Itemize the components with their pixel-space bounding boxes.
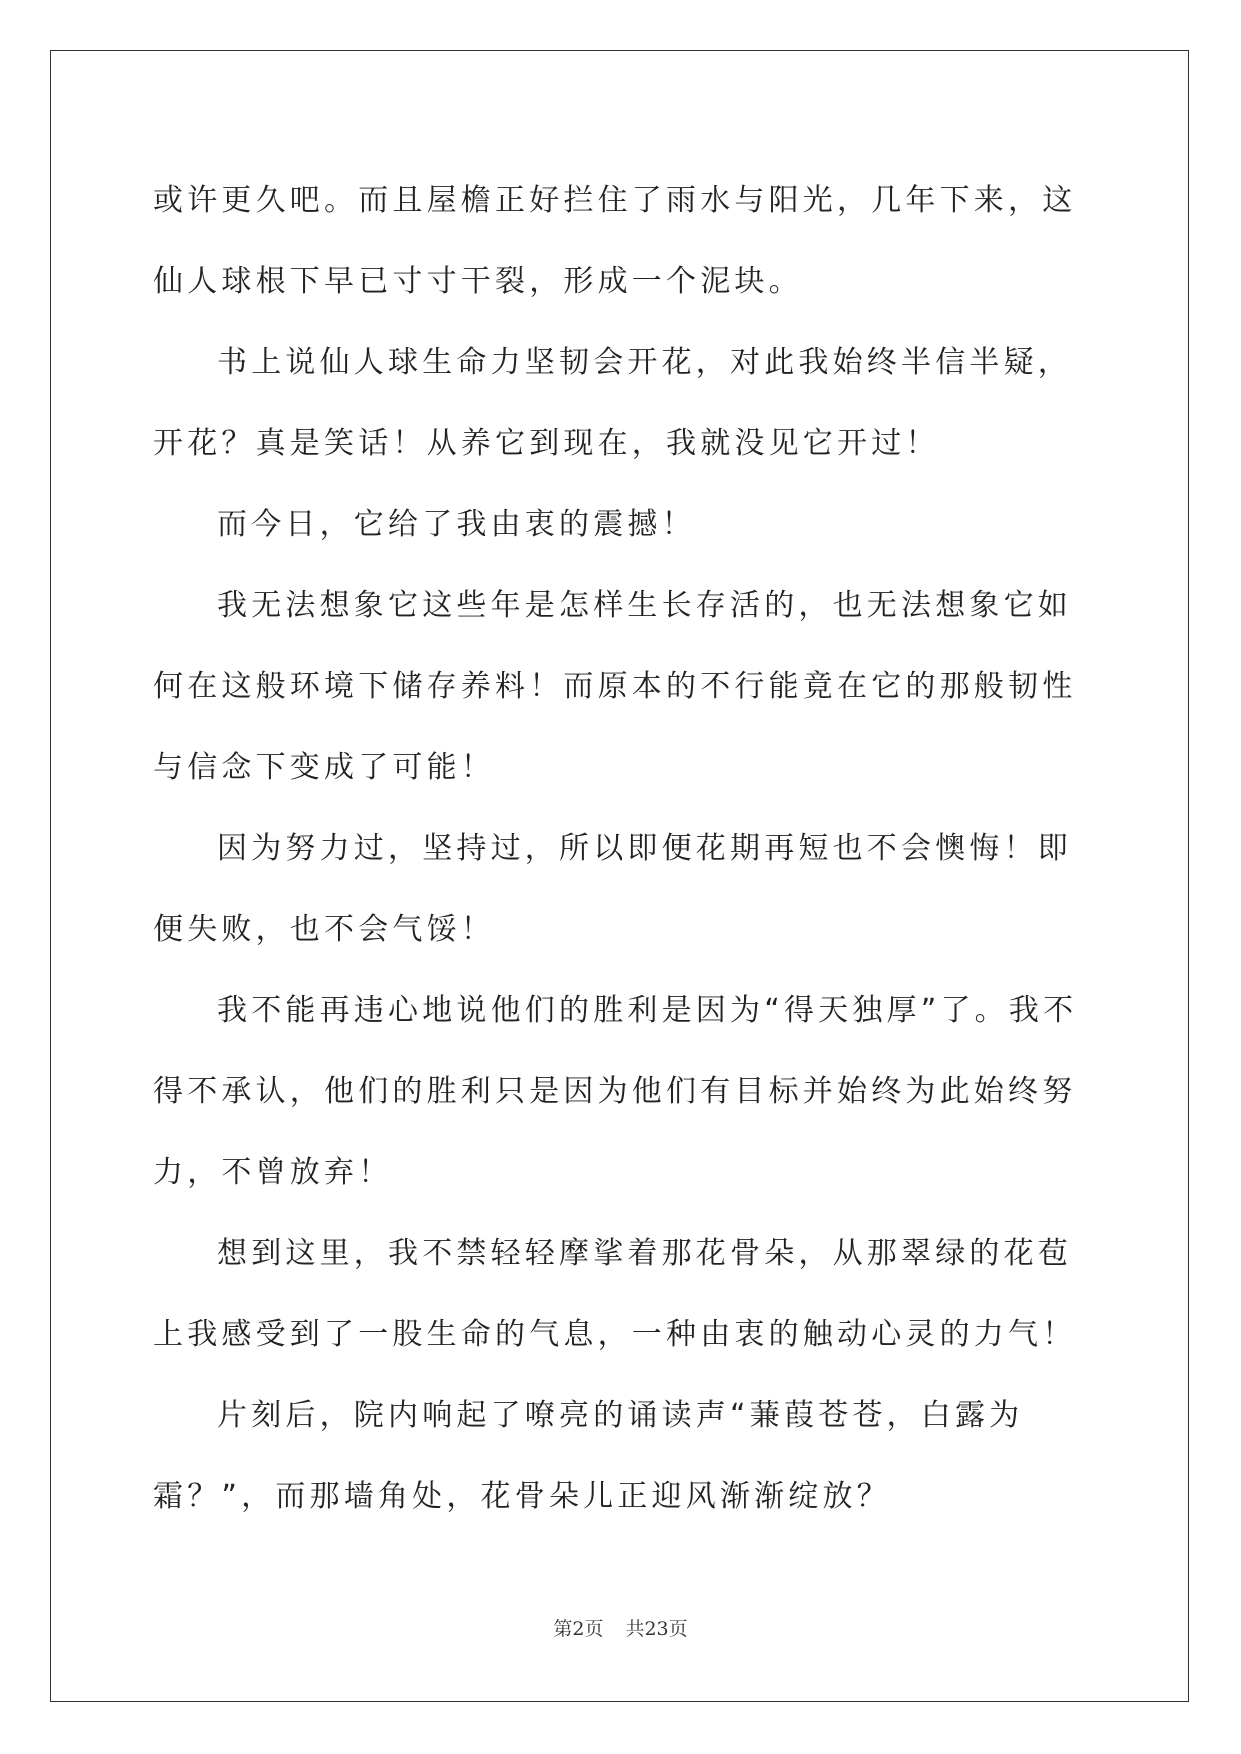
paragraph-6: 我不能再违心地说他们的胜利是因为“得天独厚”了。我不得不承认，他们的胜利只是因为他们有目标并始终为此始终努力，不曾放弃！ [153,993,1078,1190]
page-number: 第2页 [553,1618,604,1640]
paragraph-5: 因为努力过，坚持过，所以即便花期再短也不会懊悔！即便失败，也不会气馁！ [153,831,1072,947]
paragraph-8: 片刻后，院内响起了嘹亮的诵读声“蒹葭苍苍，白露为霜？”，而那墙角处，花骨朵儿正迎风渐渐绽放？ [153,1398,1024,1514]
paragraph-2: 书上说仙人球生命力坚韧会开花，对此我始终半信半疑，开花？真是笑话！从养它到现在，我就没见它开过！ [153,345,1072,461]
document-body [153,160,1093,1537]
page-total: 共23页 [625,1618,688,1640]
paragraph-4: 我无法想象它这些年是怎样生长存活的，也无法想象它如何在这般环境下储存养料！而原本的不行能竟在它的那般韧性与信念下变成了可能！ [153,588,1077,785]
page-footer [0,1614,1241,1641]
paragraph-3: 而今日，它给了我由衷的震撼！ [217,507,696,542]
paragraph-1: 或许更久吧。而且屋檐正好拦住了雨水与阳光，几年下来，这仙人球根下早已寸寸干裂，形成一个泥块。 [153,183,1077,299]
paragraph-7: 想到这里，我不禁轻轻摩挲着那花骨朵，从那翠绿的花苞上我感受到了一股生命的气息，一种由衷的触动心灵的力气！ [153,1236,1077,1352]
